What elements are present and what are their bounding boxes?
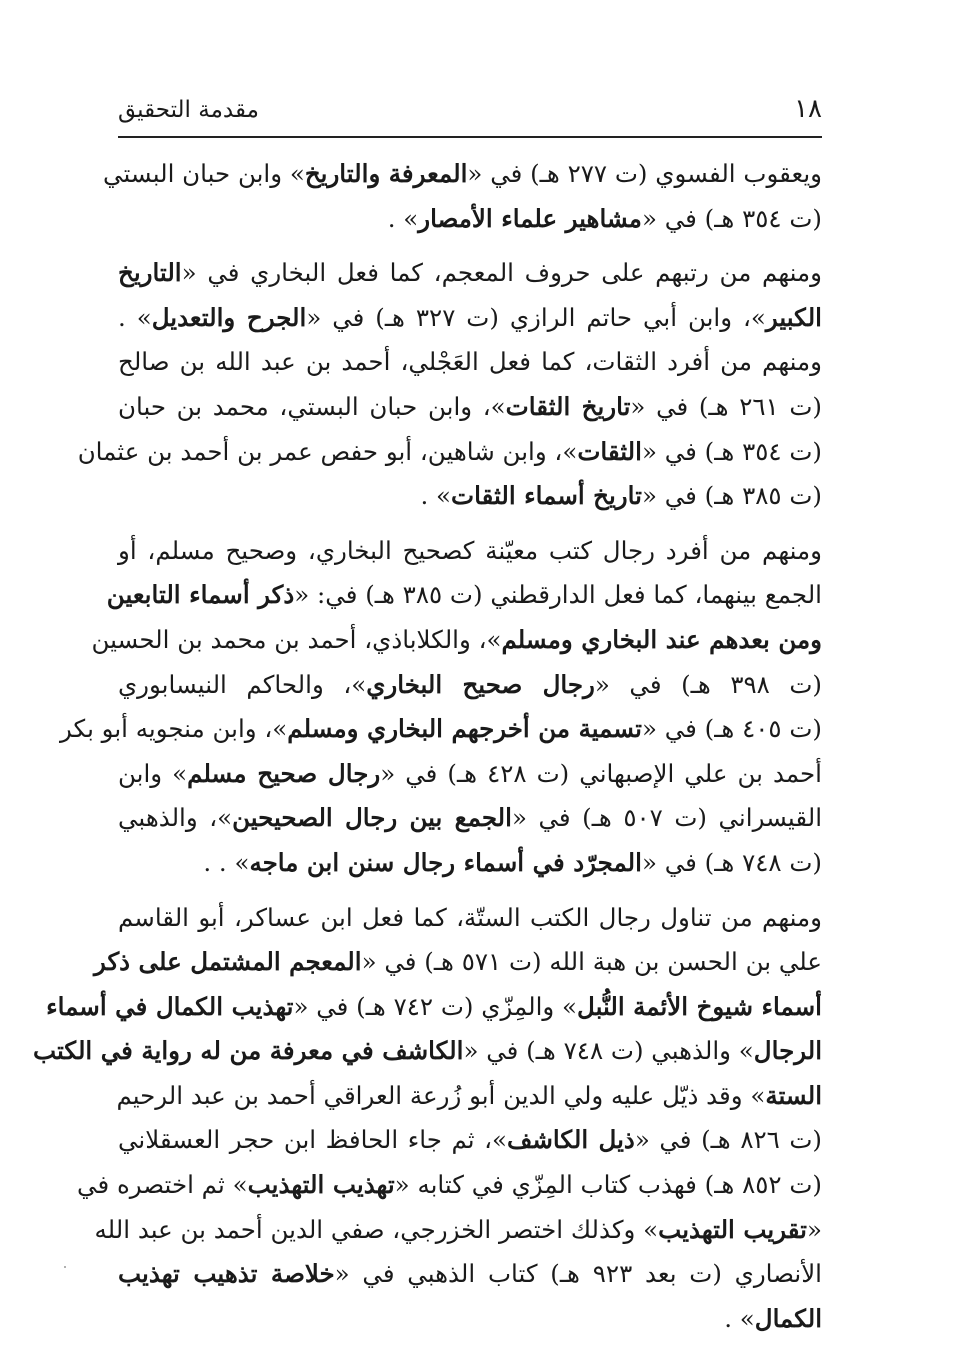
bold-title: المجرّد في أسماء رجال سنن ابن ماجه	[249, 847, 642, 877]
paragraph	[103, 152, 822, 241]
running-title: مقدمة التحقيق	[118, 97, 259, 123]
text-run: علي بن الحسن بن هبة الله (ت ٥٧١ هـ) في «	[361, 947, 822, 977]
bold-title: خلاصة تذهيب تهذيب	[118, 1259, 335, 1289]
text-line	[77, 1163, 822, 1208]
text-run: » وابن حبان البستي	[103, 159, 305, 188]
text-line	[118, 1118, 822, 1163]
paragraph	[32, 896, 822, 1342]
bold-title: ومن بعدهم عند البخاري ومسلم	[501, 624, 822, 654]
paragraph	[77, 251, 822, 519]
text-run: » .	[118, 302, 152, 332]
text-run: (ت ٣٥٤ هـ) في «	[641, 203, 822, 233]
bold-title: الرجال	[753, 1036, 822, 1066]
text-line	[46, 985, 822, 1030]
text-line	[118, 251, 822, 296]
margin-speck	[64, 1266, 66, 1268]
bold-title: الكمال	[754, 1303, 822, 1333]
bold-title: مشاهير علماء الأمصار	[418, 203, 642, 233]
text-line	[118, 896, 822, 941]
text-run: (ت ٨٢٦ هـ) في «	[634, 1125, 822, 1155]
text-run: »، والحاكم النيسابوري	[118, 669, 367, 699]
bold-title: تسمية من أخرجهم البخاري ومسلم	[287, 714, 642, 744]
text-run: (ت ٨٥٢ هـ) فهذب كتاب المِزّي في كتابه «	[394, 1170, 822, 1200]
text-line	[118, 385, 822, 430]
paragraph-gap	[118, 519, 822, 529]
text-run: «	[807, 1214, 822, 1244]
text-line	[103, 152, 822, 197]
text-run: » ثم اختصره في	[77, 1170, 248, 1200]
text-line	[118, 197, 822, 242]
bold-title: رجال صحيح مسلم	[187, 758, 381, 788]
text-line	[32, 1029, 822, 1074]
bold-title: تاريخ الثقات	[505, 391, 631, 421]
text-line	[118, 663, 822, 708]
bold-title: تهذيب التهذيب	[247, 1170, 395, 1200]
text-run: » .	[420, 481, 452, 511]
text-line	[118, 474, 822, 519]
bold-title: الكبير	[765, 302, 822, 332]
text-run: »، وابن منجويه أبو بكر	[60, 714, 288, 744]
text-run: ومنهم من أفرد رجال كتب معيّنة كصحيح البخاري، وصحيح مسلم، أو	[118, 535, 822, 565]
text-line	[118, 796, 822, 841]
text-run: » وقد ذيّل عليه ولي الدين أبو زُرعة العراقي أحمد بن عبد الرحيم	[116, 1080, 766, 1110]
bold-title: الكاشف في معرفة من له رواية في الكتب	[32, 1036, 464, 1066]
text-line	[118, 1074, 822, 1119]
text-run: الجمع بينهما، كما فعل الدارقطني (ت ٣٨٥ هـ) في: «	[294, 580, 822, 610]
text-line	[118, 296, 822, 341]
paragraph-gap	[118, 886, 822, 896]
text-line	[60, 707, 822, 752]
text-line	[118, 841, 822, 886]
text-line	[93, 940, 822, 985]
text-line	[118, 529, 822, 574]
text-line	[118, 1297, 822, 1342]
bold-title: ذيل الكاشف	[507, 1125, 635, 1155]
text-line	[94, 1208, 822, 1253]
text-line	[91, 618, 822, 663]
body-text	[32, 152, 822, 1341]
bold-title: رجال صحيح البخاري	[366, 669, 595, 699]
bold-title: تاريخ أسماء الثقات	[451, 481, 642, 511]
bold-title: الجمع بين رجال الصحيحين	[232, 803, 512, 833]
bold-title: تهذيب الكمال في أسماء	[46, 991, 294, 1021]
text-run: »، ثم جاء الحافظ ابن حجر العسقلاني	[118, 1125, 508, 1155]
text-run: ومنهم من رتبهم على حروف المعجم، كما فعل البخاري في «	[181, 258, 822, 288]
text-run: أحمد بن علي الإصبهاني (ت ٤٢٨ هـ) في «	[380, 758, 822, 788]
bold-title: الجرح والتعديل	[151, 302, 307, 332]
page-header	[118, 92, 822, 132]
bold-title: التاريخ	[118, 258, 182, 288]
text-run: (ت ٣٩٨ هـ) في «	[594, 669, 822, 699]
text-line	[118, 752, 822, 797]
paragraph-gap	[118, 241, 822, 251]
text-run: » والذهبي (ت ٧٤٨ هـ) في «	[463, 1036, 754, 1066]
text-run: »، وابن أبي حاتم الرازي (ت ٣٢٧ هـ) في «	[306, 302, 766, 332]
text-line	[118, 1252, 822, 1297]
text-run: » وكذلك اختصر الخزرجي، صفي الدين أحمد بن عبد الله	[94, 1214, 659, 1244]
text-run: (ت ٧٤٨ هـ) في «	[641, 847, 822, 877]
text-run: » .	[724, 1303, 755, 1333]
bold-title: الثقات	[577, 436, 642, 466]
text-run: (ت ٣٨٥ هـ) في «	[641, 481, 822, 511]
bold-title: المعرفة والتاريخ	[304, 159, 468, 188]
text-run: »، والذهبي	[118, 803, 233, 833]
bold-title: تقريب التهذيب	[658, 1214, 807, 1244]
text-run: » .	[387, 203, 419, 233]
text-run: »، والكلاباذي، أحمد بن محمد بن الحسين	[91, 624, 502, 654]
bold-title: ذكر أسماء التابعين	[106, 580, 295, 610]
text-run: ومنهم من تناول رجال الكتب الستّة، كما فعل ابن عساكر، أبو القاسم	[118, 902, 822, 932]
text-run: » والمِزّي (ت ٧٤٢ هـ) في «	[293, 991, 578, 1021]
text-run: (ت ٢٦١ هـ) في «	[630, 391, 822, 421]
text-run: ومنهم من أفرد الثقات، كما فعل العَجْلي، أحمد بن عبد الله بن صالح	[118, 347, 822, 377]
text-run: (ت ٣٥٤ هـ) في «	[641, 436, 822, 466]
bold-title: الستة	[765, 1080, 822, 1110]
text-run: » وابن	[118, 758, 188, 788]
text-line	[106, 573, 822, 618]
bold-title: المعجم المشتمل على ذكر	[93, 947, 362, 977]
text-run: (ت ٤٠٥ هـ) في «	[641, 714, 822, 744]
page-number: ١٨	[794, 94, 822, 124]
text-run: الأنصاري (ت بعد ٩٢٣ هـ) كتاب الذهبي في «	[334, 1259, 822, 1289]
text-run: »، وابن شاهين، أبو حفص عمر بن أحمد بن عثمان	[77, 436, 578, 466]
text-run: ويعقوب الفسوي (ت ٢٧٧ هـ) في «	[467, 159, 822, 188]
text-run: » . .	[203, 847, 250, 877]
paragraph	[60, 529, 822, 886]
text-run: »، وابن حبان البستي، محمد بن حبان	[118, 391, 506, 421]
bold-title: أسماء شيوخ الأئمة النُّبل	[577, 991, 822, 1021]
text-run: القيسراني (ت ٥٠٧ هـ) في «	[511, 803, 822, 833]
text-line	[77, 430, 822, 475]
text-line	[118, 340, 822, 385]
header-rule	[118, 136, 822, 138]
